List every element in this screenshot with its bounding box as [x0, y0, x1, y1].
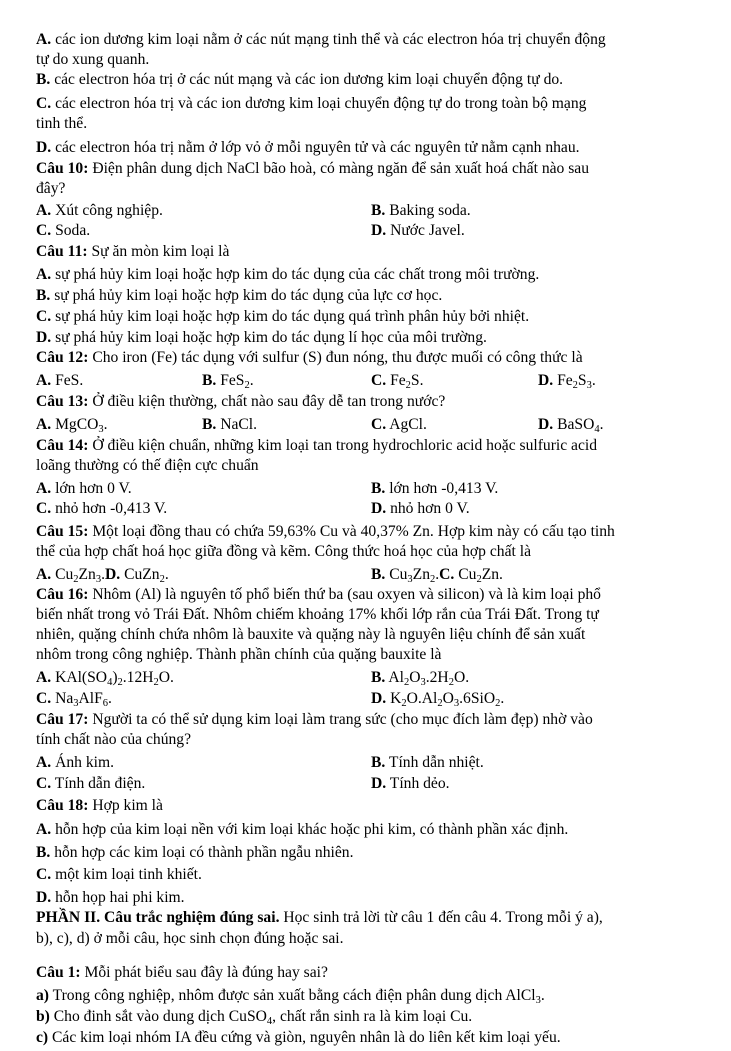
p2q1-statement-b: b) Cho đinh sắt vào dung dịch CuSO$_4$, chất rắn sinh ra là kim loại Cu. — [36, 1008, 473, 1027]
q10-option-a: A. Xút công nghiệp. — [36, 202, 163, 219]
q14-stem: Câu 14: Ở điều kiện chuẩn, những kim loại tan trong hydrochloric acid hoặc sulfuric acid — [36, 437, 598, 454]
q13-option-a: A. MgCO$_3$. — [36, 416, 108, 435]
q11-option-b: B. sự phá hủy kim loại hoặc hợp kim do tác dụng của lực cơ học. — [36, 287, 443, 304]
q15-option-b-c: B. $Cu_3Zn_2.C$. $Cu_2Zn$. — [371, 566, 503, 585]
q11-option-a: A. sự phá hủy kim loại hoặc hợp kim do tác dụng của các chất trong môi trường. — [36, 266, 540, 283]
q16-stem-4: nhôm trong công nghiệp. Thành phần chính của quặng bauxite là — [36, 646, 442, 663]
q13-option-d: D. BaSO$_4$. — [538, 416, 604, 435]
q13-option-c: C. AgCl. — [371, 416, 427, 433]
q16-stem: Câu 16: Nhôm (Al) là nguyên tố phổ biến thứ ba (sau oxyen và silicon) và là kim loại phổ — [36, 586, 601, 603]
q15-stem-cont: thể của hợp chất hoá học giữa đồng và kẽm. Công thức hoá học của hợp chất là — [36, 543, 531, 560]
q18-option-a: A. hỗn hợp của kim loại nền với kim loại khác hoặc phi kim, có thành phần xác định. — [36, 821, 569, 838]
q13-option-b: B. NaCl. — [202, 416, 258, 433]
p2q1-statement-a: a) Trong công nghiệp, nhôm được sản xuất bằng cách điện phân dung dịch AlCl$_3$. — [36, 987, 545, 1006]
q10-option-b: B. Baking soda. — [371, 202, 471, 219]
prev-option-c: C. các electron hóa trị và các ion dương kim loại chuyển động tự do trong toàn bộ mạng — [36, 95, 587, 112]
q16-stem-3: nhiên, quặng chính chứa nhôm là bauxite và quặng này là nguyên liệu chính để sản xuất — [36, 626, 586, 643]
q17-option-a: A. Ánh kim. — [36, 754, 114, 771]
q17-stem-cont: tính chất nào của chúng? — [36, 731, 192, 748]
q14-option-d: D. nhỏ hơn 0 V. — [371, 500, 470, 517]
q17-option-d: D. Tính dẻo. — [371, 775, 450, 792]
q14-stem-cont: loãng thường có thế điện cực chuẩn — [36, 457, 259, 474]
q11-option-c: C. sự phá hủy kim loại hoặc hợp kim do tác dụng quá trình phân hủy bởi nhiệt. — [36, 308, 530, 325]
prev-option-a: A. các ion dương kim loại nằm ở các nút mạng tinh thể và các electron hóa trị chuyển động — [36, 31, 606, 48]
q12-option-a: A. FeS. — [36, 372, 84, 389]
q13-stem: Câu 13: Ở điều kiện thường, chất nào sau đây dễ tan trong nước? — [36, 393, 446, 410]
q16-stem-2: biến nhất trong vỏ Trái Đất. Nhôm chiếm khoảng 17% khối lớp rắn của Trái Đất. Trong tự — [36, 606, 599, 623]
q17-option-b: B. Tính dẫn nhiệt. — [371, 754, 484, 771]
q17-stem: Câu 17: Người ta có thể sử dụng kim loại làm trang sức (cho mục đích làm đẹp) nhờ vào — [36, 711, 593, 728]
q15-option-a-d: A. $Cu_2Zn_3.D$. CuZn$_2$. — [36, 566, 169, 585]
q11-stem: Câu 11: Sự ăn mòn kim loại là — [36, 243, 230, 260]
q16-option-d: D. $K_2O.Al_2O_3.6SiO_2$. — [371, 690, 505, 709]
q12-option-c: C. $Fe_2S$. — [371, 372, 424, 391]
q10-option-c: C. Soda. — [36, 222, 91, 239]
q14-option-b: B. lớn hơn -0,413 V. — [371, 480, 499, 497]
q10-stem-cont: đây? — [36, 180, 66, 197]
p2q1-statement-c: c) Các kim loại nhóm IA đều cứng và giòn, nguyên nhân là do liên kết kim loại yếu. — [36, 1029, 561, 1046]
q14-option-c: C. nhỏ hơn -0,413 V. — [36, 500, 168, 517]
q11-option-d: D. sự phá hủy kim loại hoặc hợp kim do tác dụng lí học của môi trường. — [36, 329, 487, 346]
q18-option-c: C. một kim loại tinh khiết. — [36, 866, 202, 883]
q12-stem: Câu 12: Cho iron (Fe) tác dụng với sulfur (S) đun nóng, thu được muối có công thức là — [36, 349, 583, 366]
q12-option-b: B. FeS$_2$. — [202, 372, 254, 391]
prev-option-b: B. các electron hóa trị ở các nút mạng và các ion dương kim loại chuyển động tự do. — [36, 71, 564, 88]
q16-option-a: A. $KAl(SO_4)_2.12H_2O$. — [36, 669, 174, 688]
q14-option-a: A. lớn hơn 0 V. — [36, 480, 132, 497]
prev-option-c-cont: tinh thể. — [36, 115, 88, 132]
q10-option-d: D. Nước Javel. — [371, 222, 465, 239]
q16-option-b: B. $Al_2O_3.2H_2O$. — [371, 669, 470, 688]
q12-option-d: D. $Fe_2S_3$. — [538, 372, 596, 391]
part2-intro-cont: b), c), d) ở mỗi câu, học sinh chọn đúng hoặc sai. — [36, 930, 344, 947]
q17-option-c: C. Tính dẫn điện. — [36, 775, 146, 792]
q15-stem: Câu 15: Một loại đồng thau có chứa 59,63% Cu và 40,37% Zn. Hợp kim này có cấu tạo tinh — [36, 523, 615, 540]
p2q1-stem: Câu 1: Mỗi phát biểu sau đây là đúng hay sai? — [36, 964, 328, 981]
prev-option-a-cont: tự do xung quanh. — [36, 51, 150, 68]
prev-option-d: D. các electron hóa trị nằm ở lớp vỏ ở mỗi nguyên tử và các nguyên tử nằm cạnh nhau. — [36, 139, 580, 156]
q16-option-c: C. $Na_3AlF_6$. — [36, 690, 112, 709]
part2-heading: PHẦN II. Câu trắc nghiệm đúng sai. Học sinh trả lời từ câu 1 đến câu 4. Trong mỗi ý a), — [36, 909, 603, 926]
q18-stem: Câu 18: Hợp kim là — [36, 797, 163, 814]
q18-option-b: B. hỗn hợp các kim loại có thành phần ngẫu nhiên. — [36, 844, 354, 861]
q18-option-d: D. hỗn họp hai phi kim. — [36, 889, 185, 906]
q10-stem: Câu 10: Điện phân dung dịch NaCl bão hoà, có màng ngăn để sản xuất hoá chất nào sau — [36, 160, 590, 177]
